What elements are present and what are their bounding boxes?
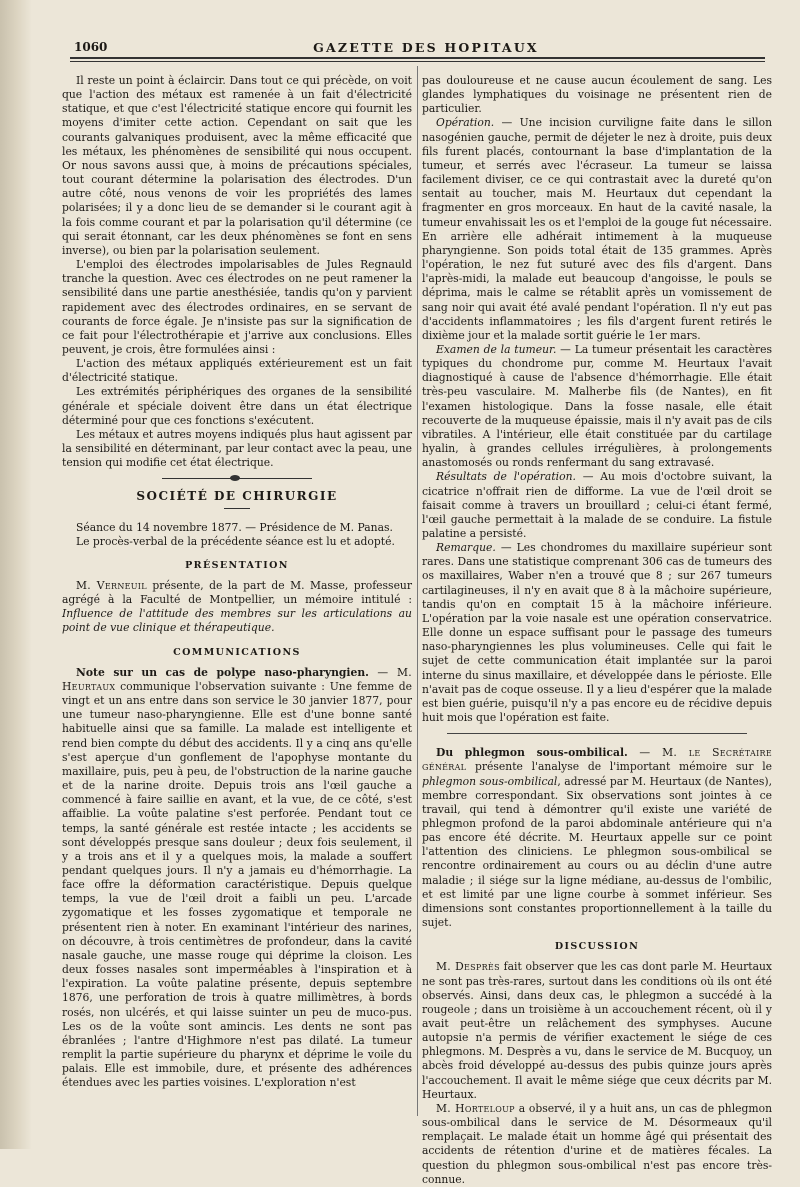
paragraph: Les extrémités périphériques des organes de la sensibilité générale et spéciale doivent être dans un état électrique déterminé pour que ces fonctions s'exécutent. (62, 385, 412, 427)
horteloup-name: M. Horteloup (436, 1101, 515, 1115)
column-divider (417, 66, 418, 1116)
results-text: — Au mois d'octobre suivant, la cicatrice n'offrait rien de difforme. La vue de l'œil droit se faisait comme à travers un brouillard ; celui-ci étant fermé, l'œil gauche permettait à la malade de se conduire. La fistule palatine a persisté. (422, 470, 772, 540)
phlegmon-title: Du phlegmon sous-ombilical. (436, 746, 628, 760)
communications-heading: COMMUNICATIONS (173, 646, 301, 658)
horteloup-paragraph (422, 1102, 772, 1187)
note-text: communique l'observation suivante : Une femme de vingt et un ans entre dans son service le 30 janvier 1877, pour une tumeur naso-pharyngienne. Elle est d'une bonne santé habituelle ainsi que sa famille. La malade est intelligente et rend bien compte du début des accidents. Il y a cinq ans qu'elle s'est aperçue d'un gonflement de l'apophyse montante du maxillaire, puis, peu à peu, de l'obstruction de la narine gauche et de la narine droite. Depuis trois ans l'œil gauche a commencé à faire saillie en avant, et la vue, de ce côté, s'est affaiblie. La voûte palatine s'est perforée. Pendant tout ce temps, la santé générale est restée intacte ; les accidents se sont développés presque sans douleur ; deux fois seulement, il y a trois ans et il y a quelques mois, la malade a souffert pendant quelques jours. Il n'y a jamais eu d'hémorrhagie. La face offre la déformation caractéristique. Depuis quelque temps, la vue de l'œil droit a faibli un peu. L'arcade zygomatique et les fosses zygomatique et temporale ne présentent rien à noter. En examinant l'intérieur des narines, on découvre, à trois centimètres de profondeur, dans la cavité nasale gauche, une masse rouge qui déprime la cloison. Les deux fosses nasales sont imperméables à l'inspiration et à l'expiration. La voûte palatine présente, depuis septembre 1876, une perforation de trois à quatre millimètres, à bords rosés, non ulcérés, et qui laisse suinter un peu de muco-pus. Les os de la voûte sont amincis. Les dents ne sont pas ébranlées ; l'antre d'Highmore n'est pas dilaté. La tumeur remplit la partie supérieure du pharynx et déprime le voile du palais. Elle est immobile, dure, et présente des adhérences étendues avec les parties voisines. L'exploration n'est (62, 679, 412, 1090)
operation-paragraph (422, 116, 772, 343)
header-rule-thin (70, 61, 765, 62)
separator-ornament (230, 475, 240, 481)
despres-paragraph (422, 960, 772, 1102)
horteloup-text: a observé, il y a huit ans, un cas de phlegmon sous-ombilical dans le service de M. Désormeaux qu'il remplaçait. Le malade était un homme âgé qui présentait des accidents de rétention d'urine et de matières fécales. La question du phlegmon sous-ombilical n'est pas encore très-connue. (422, 1101, 773, 1186)
phlegmon-text: présente l'analyse de l'important mémoire sur le (466, 760, 772, 774)
memoir-title: Influence de l'attitude des membres sur les articulations au point de vue clinique et thérapeutique. (62, 607, 412, 635)
paragraph: L'action des métaux appliqués extérieurement est un fait d'électricité statique. (62, 357, 412, 385)
discussion-heading: DISCUSSION (554, 941, 640, 953)
right-column (422, 74, 772, 1187)
section-separator (162, 478, 312, 479)
remark-paragraph (422, 541, 772, 725)
operation-text: — Une incision curviligne faite dans le sillon nasogénien gauche, permit de déjeter le nez à droite, puis deux fils furent placés, contournant la base d'implantation de la tumeur, et serrés avec l'écraseur. La tumeur se laissa facilement diviser, ce ce qui contrastait avec la dureté qu'on sentait au toucher, mais M. Heurtaux dut cependant la fragmenter en gros morceaux. En haut de la cavité nasale, la tumeur envahissait les os et l'emploi de la gouge fut nécessaire. En arrière elle adhérait intimement à la muqueuse pharyngienne. Son poids total était de 135 grammes. Après l'opération, le nez fut suturé avec des fils d'argent. Dans l'après-midi, la malade eut beaucoup d'angoisse, le pouls se déprima, mais le calme se rétablit après un vomissement de sang noir qui avait été avalé pendant l'opération. Il n'y eut pas d'accidents inflammatoires ; les fils d'argent furent retirés le dixième jour et la malade sortit guérie le 1er mars. (422, 116, 772, 342)
newspaper-page (32, 0, 800, 1186)
remark-text: — Les chondromes du maxillaire supérieur sont rares. Dans une statistique comprenant 306 cas de tumeurs des os maxillaires, Waber n'en a trouvé que 8 ; sur 267 tumeurs cartilagineuses, il n'y en avait que 8 à la mâchoire supérieure, tandis qu'on en comptait 15 à la mâchoire inférieure. L'opération par la voie nasale est une opération conservatrice. Elle donne un espace suffisant pour le passage des tumeurs naso-pharyngiennes les plus volumineuses. Celle qui fait le sujet de cette communication était implantée sur la paroi interne du sinus maxillaire, et développée dans le périoste. Elle n'avait pas de coque osseuse. Il y a lieu d'espérer que la malade est bien guérie, puisqu'il n'y a pas encore eu de récidive depuis huit mois que l'opération est faite. (422, 541, 772, 725)
paragraph: Les métaux et autres moyens indiqués plus haut agissent par la sensibilité en déterminant, par leur contact avec la peau, une tension qui modifie cet état électrique. (62, 427, 412, 470)
exam-label: Examen de la tumeur. (436, 342, 557, 356)
results-paragraph (422, 470, 772, 541)
remark-label: Remarque. (436, 541, 496, 555)
exam-text: — La tumeur présentait les caractères typiques du chondrome pur, comme M. Heurtaux l'avait diagnostiqué à cause de l'absence d'hémorrhagie. Elle était très-peu vasculaire. M. Malherbe fils (de Nantes), en fit l'examen histologique. Dans la fosse nasale, elle était recouverte de la muqueuse épaissie, mais il n'y avait pas de cils vibratiles. A l'intérieur, elle était constituée par du cartilage hyalin, à grandes cellules irrégulières, à prolongements anastomosés ou ronds renfermant du sang extravasé. (422, 342, 772, 470)
society-title: SOCIÉTÉ DE CHIRURGIE (136, 489, 338, 504)
note-title: Note sur un cas de polype naso-pharyngien. (76, 665, 369, 679)
despres-name: M. Desprès (436, 960, 500, 974)
phlegmon-text-2: , adressé par M. Heurtaux (de Nantes), membre correspondant. Six observations sont jointes à ce travail, qui tend à démontrer qu'il existe une variété de phlegmon profond de la paroi abdominale antérieure qui n'a pas encore été décrite. M. Heurtaux appelle sur ce point l'attention des cliniciens. Le phlegmon sous-ombilical se rencontre ordinairement au cours ou au déclin d'une autre maladie ; il siége sur la ligne médiane, au-dessus de l'ombilic, et est limité par une ligne courbe à sommet inférieur. Ses dimensions sont constantes proportionnellement à la taille du sujet. (422, 774, 772, 930)
exam-paragraph (422, 343, 772, 470)
title-rule (224, 508, 250, 509)
header-rule (70, 57, 765, 59)
section-rule (447, 733, 747, 734)
note-author: — M. Heurtaux (62, 665, 413, 693)
session-line: Séance du 14 novembre 1877. — Présidence de M. Panas. (76, 520, 393, 534)
results-label: Résultats de l'opération. (436, 470, 576, 484)
presentation-heading: PRÉSENTATION (185, 559, 289, 571)
presentation-paragraph (62, 579, 412, 636)
despres-text: fait observer que les cas dont parle M. Heurtaux ne sont pas très-rares, surtout dans les conditions où ils ont été observés. Ainsi, dans deux cas, le phlegmon a succédé à la rougeole ; dans un troisième à un accouchement récent, où il y avait peut-être un relâchement des symphyses. Aucune autopsie n'a permis de vérifier exactement le siége de ces phlegmons. M. Desprès a vu, dans le service de M. Bucquoy, un abcès froid développé au-dessus des pubis quinze jours après l'accouchement. Il avait le même siége que ceux décrits par M. Heurtaux. (422, 960, 772, 1101)
minutes-line: Le procès-verbal de la précédente séance est lu et adopté. (76, 534, 395, 548)
phlegmon-paragraph (422, 746, 772, 930)
page-binding-shadow (0, 0, 32, 1149)
note-paragraph (62, 666, 412, 1091)
operation-label: Opération. (436, 116, 495, 130)
paragraph: L'emploi des électrodes impolarisables de Jules Regnauld tranche la question. Avec ces électrodes on ne peut ramener la sensibilité dans une partie anesthésiée, tandis qu'on y parvient rapidement avec des électrodes ordinaires, en se servant de courants de force égale. Je n'insiste pas sur la signification de ce fait pour l'électrothérapie et j'arrive aux conclusions. Elles peuvent, je crois, être formulées ainsi : (62, 258, 412, 356)
page-number: 1060 (74, 40, 108, 54)
left-column (62, 74, 412, 1090)
paragraph: Il reste un point à éclaircir. Dans tout ce qui précède, on voit que l'action des métaux est ramenée à un fait d'électricité statique, et que c'est l'électricité statique encore qui fournit les moyens d'imiter cette action. Cependant on sait que les courants galvaniques produisent, avec la même efficacité que les métaux, les phénomènes de sensibilité qui nous occupent. Or nous savons aussi que, à moins de précautions spéciales, tout courant détermine la polarisation des électrodes. D'un autre côté, nous venons de voir les propriétés des lames polarisées; il y a donc lieu de se demander si le courant agit à la fois comme courant et par la polarisation qu'il détermine (ce qui serait étonnant, car les deux phénomènes se font en sens inverse), ou bien par la polarisation seulement. (62, 74, 412, 257)
phlegmon-italic: phlegmon sous-ombilical (422, 774, 558, 788)
paragraph: pas douloureuse et ne cause aucun écoulement de sang. Les glandes lymphatiques du voisinage ne présentent rien de particulier. (422, 74, 772, 116)
page-header-title: GAZETTE DES HOPITAUX (313, 40, 539, 55)
presenter-name: M. Verneuil (76, 579, 147, 592)
presentation-text: présente, de la part de M. Masse, professeur agrégé à la Faculté de Montpellier, un mémoire intitulé : (62, 579, 412, 607)
phlegmon-author: — M. le Secrétaire général (422, 746, 772, 774)
